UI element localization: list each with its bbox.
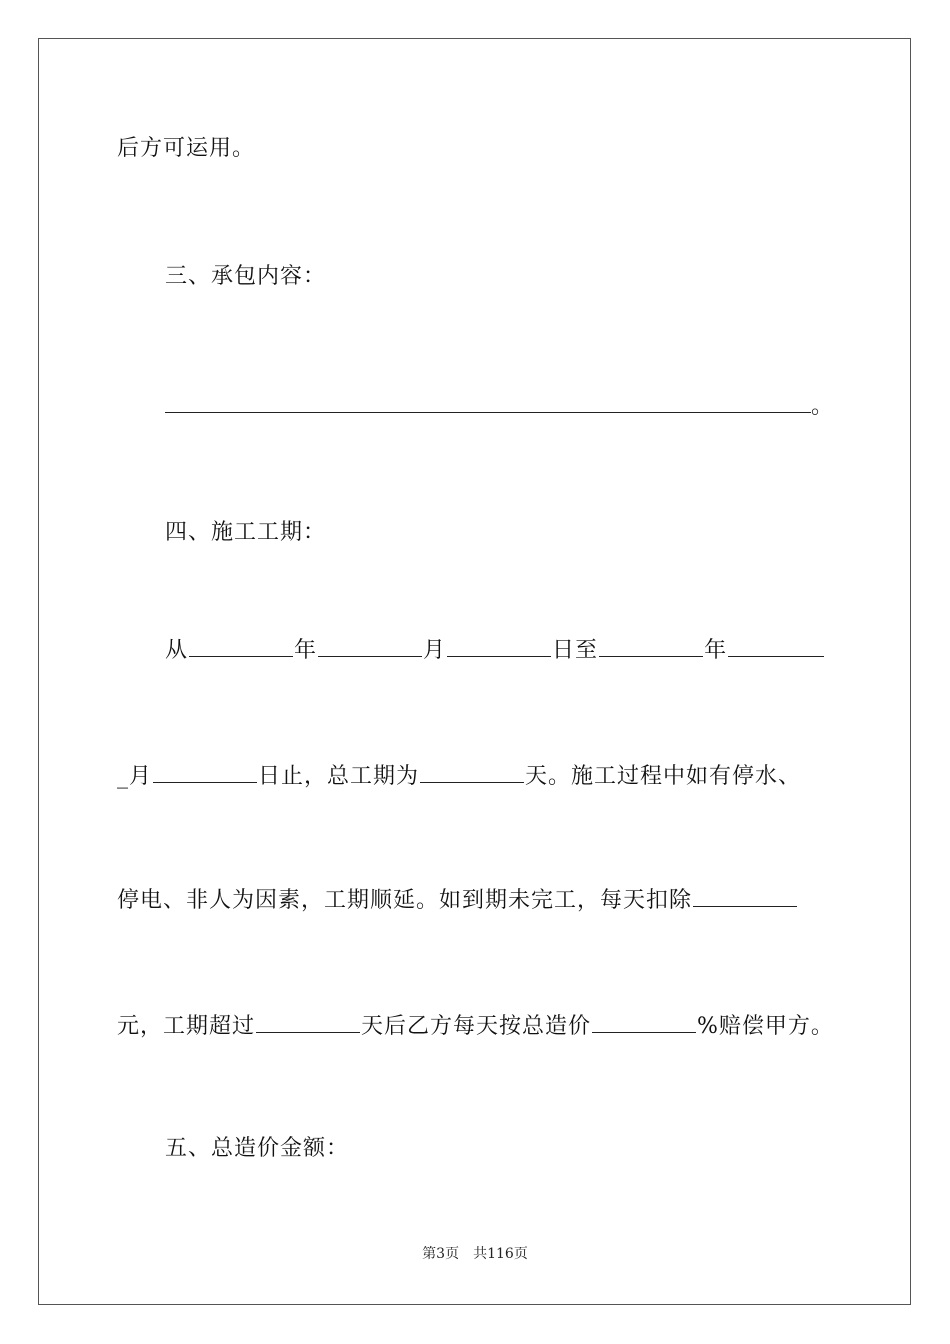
line-text: 天后乙方每天按总造价 [361, 1014, 592, 1039]
line-text: 年 [294, 638, 318, 663]
penalty-percent-blank[interactable] [592, 1010, 696, 1033]
line-text: 停电、非人为因素，工期顺延。如到期未完工，每天扣除 [117, 888, 693, 913]
line-text: 日止，总工期为 [258, 764, 420, 789]
end-year-blank[interactable] [599, 634, 703, 657]
line-text: 元，工期超过 [117, 1014, 256, 1039]
period-mark: 。 [811, 394, 835, 419]
daily-deduction-blank[interactable] [693, 884, 797, 907]
line-text: _月 [117, 764, 153, 789]
heading-text: 四、施工工期： [165, 520, 327, 545]
text-line-continuation [117, 134, 837, 164]
section-heading-4 [165, 518, 837, 548]
section-heading-3 [165, 262, 837, 292]
start-month-blank[interactable] [318, 634, 422, 657]
line-text: 年 [704, 638, 728, 663]
schedule-line-1 [165, 634, 837, 666]
page-border [38, 38, 911, 1305]
section-heading-5 [165, 1134, 837, 1164]
schedule-line-4 [117, 1010, 837, 1042]
schedule-line-2 [117, 760, 837, 792]
fill-in-blank[interactable] [165, 390, 811, 413]
line-text: 后方可运用。 [117, 136, 256, 161]
heading-text: 三、承包内容： [165, 264, 327, 289]
overdue-days-blank[interactable] [256, 1010, 360, 1033]
end-month-blank[interactable] [728, 634, 824, 657]
page-number: 第3页 [422, 1246, 460, 1262]
start-day-blank[interactable] [447, 634, 551, 657]
line-text: 天。施工过程中如有停水、 [525, 764, 802, 789]
line-text: 日至 [552, 638, 599, 663]
line-text: 月 [423, 638, 447, 663]
end-day-blank[interactable] [153, 760, 257, 783]
heading-text: 五、总造价金额： [165, 1136, 350, 1161]
page-footer [0, 1244, 950, 1264]
line-text: %赔偿甲方。 [697, 1014, 834, 1039]
start-year-blank[interactable] [189, 634, 293, 657]
total-days-blank[interactable] [420, 760, 524, 783]
page-total: 共116页 [473, 1246, 528, 1262]
contract-content-blank-line [165, 390, 837, 422]
line-text: 从 [165, 638, 189, 663]
schedule-line-3 [117, 884, 837, 916]
